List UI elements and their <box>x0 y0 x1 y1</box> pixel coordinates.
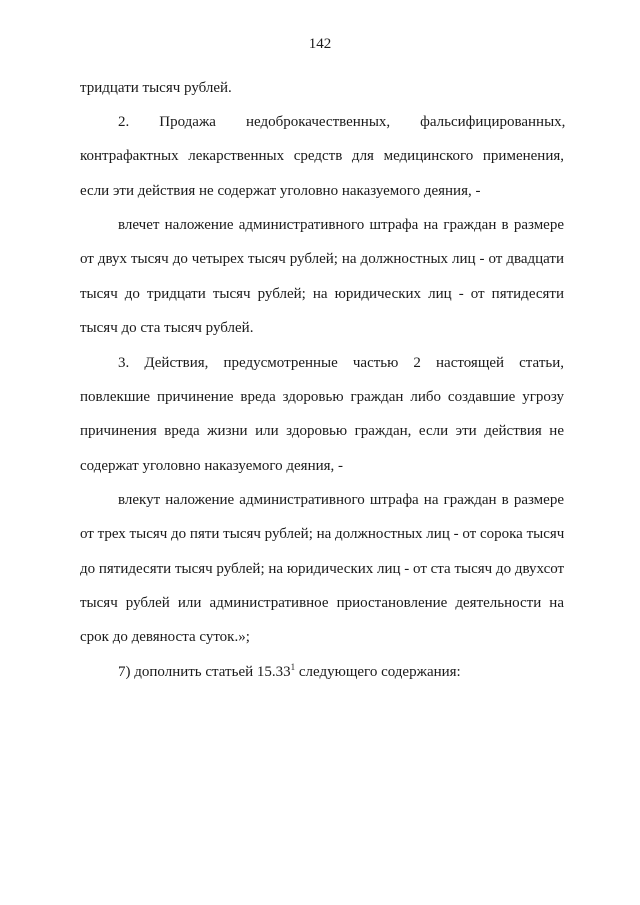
text-line: 2. Продажа недоброкачественных, фальсифицированных, <box>118 114 566 130</box>
text-line: повлекшие причинение вреда здоровью граждан либо создавшие угрозу <box>80 389 564 405</box>
text-line: срок до девяноста суток.»; <box>80 629 250 645</box>
text-line: от трех тысяч до пяти тысяч рублей; на должностных лиц - от сорока тысяч <box>80 526 565 542</box>
text-line: содержат уголовно наказуемого деяния, - <box>80 458 344 474</box>
text-line: влечет наложение административного штрафа на граждан в размере <box>118 217 564 233</box>
text-line: 3. Действия, предусмотренные частью 2 настоящей статьи, <box>118 355 564 371</box>
text-line: контрафактных лекарственных средств для медицинского применения, <box>80 148 564 164</box>
text-line: тридцати тысяч рублей. <box>80 80 232 96</box>
text-line: если эти действия не содержат уголовно наказуемого деяния, - <box>80 183 481 199</box>
text-line: причинения вреда жизни или здоровью граждан, если эти действия не <box>80 423 564 439</box>
page-number: 142 <box>308 36 332 52</box>
text-line: тысяч до ста тысяч рублей. <box>80 320 254 336</box>
text-line: до пятидесяти тысяч рублей; на юридических лиц - от ста тысяч до двухсот <box>80 561 565 577</box>
text-fragment: 7) дополнить статьей 15.33 <box>118 664 291 680</box>
text-line: тысяч до тридцати тысяч рублей; на юридических лиц - от пятидесяти <box>80 286 564 302</box>
text-line: тысяч рублей или административное приостановление деятельности на <box>80 595 564 611</box>
text-line: влекут наложение административного штрафа на граждан в размере <box>118 492 564 508</box>
text-line: от двух тысяч до четырех тысяч рублей; на должностных лиц - от двадцати <box>80 251 564 267</box>
text-line-article-addition <box>118 662 602 682</box>
superscript: 1 <box>290 662 296 672</box>
text-fragment: следующего содержания: <box>295 664 461 680</box>
